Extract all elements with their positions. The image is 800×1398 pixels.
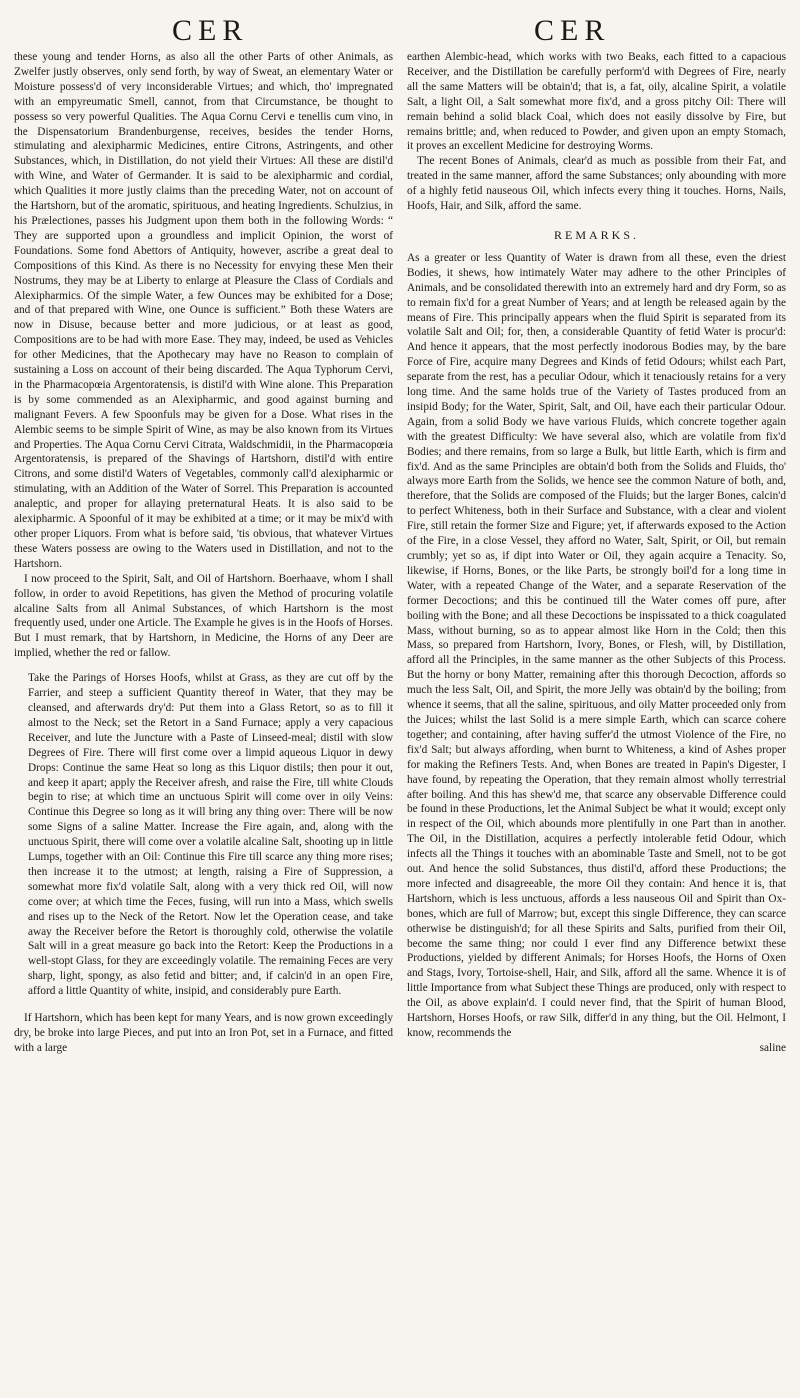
left-paragraph-4: If Hartshorn, which has been kept for many Years, and is now grown exceedingly dry, be broke into large Pieces, and put into an Iron Pot, set in a Furnace, and fitted with a large: [14, 1012, 393, 1054]
right-column: [407, 50, 786, 1056]
running-header: [14, 10, 786, 50]
header-right-title: CER: [534, 14, 611, 47]
right-paragraph-3: As a greater or less Quantity of Water is drawn from all these, even the driest Bodies, it shews, how intimately Water may adhere to the other Principles of Animals, and be consolidated therewith into an extremely hard and dry Form, so as to remain fix'd for a great Number of Years; and at length be released again by the means of Fire. This principally appears when the fluid Spirit is separated from its volatile Salt and Oil; for, then, a considerable Quantity of fetid Water is procur'd: And hence it appears, that the most perfectly inodorous Bodies may, by the bare Force of Fire, acquire many Degrees and Kinds of fetid Odours; whilst each Part, separate from the rest, has a peculiar Odour, which it tenaciously retains for a very long time. And the same holds true of the Variety of Tastes produced from an insipid Body; for the Water, Spirit, Salt, and Oil, have each their particular Odour. Again, from a solid Body we have various Fluids, which concrete together again with the greatest Difficulty: We have several also, which are volatile from fix'd Bodies; and there remains, from so large a Bulk, but little Earth, which is firm and fix'd. And as the same Principles are obtain'd both from the Solids and Fluids, tho' always more Earth from the Solids, we hence see the common Nature of both, and, therefore, that the Solids are composed of the Fluids; but the larger Bones, calcin'd to perfect Whiteness, both in their Surface and Substance, with a clear and violent Fire, still retain the former Size and Figure; yet, if afterwards exposed to the Action of the Fire, in a close Vessel, they afford no Water, Salt, Spirit, or Oil, but remain crumbly; yet so as, if dipt into Water or Oil, they again acquire a Tenacity. So, likewise, if Horns, Bones, or the like Parts, be strongly boil'd for a long time in Water, with a repeated Change of the Water, and a separate Reservation of the former Decoctions; and this be continued till the Water comes off pure, after boiling with the Bone; and all these Decoctions be inspissated to a thick coagulated Mass, without burning, so as to appear almost like Horn in the Cold; then this Mass, so prepared from Hartshorn, Ivory, Bones, or Flesh, will, by Distillation, afford all the Principles, in the same manner as the other Subjects of this Process. But the horny or bony Matter, remaining after this thorough Decoction, affords so much the less Salt, Oil, and Spirit, the more Jelly was obtain'd by the boiling; from whence it seems, that all the saline, spirituous, and oily Matter proceeded only from the Juices; whilst the last Solid is a mere simple Earth, which can scarce cohere together; and containing, after having suffer'd the utmost Violence of the Fire, no fix'd Salt; but always affording, when burnt to Whiteness, a kind of Ashes proper for making the Refiners Tests. And, when Bones are treated in Papin's Digester, I have found, by repeating the Operation, that they remain almost wholly terrestrial after boiling. And this has shew'd me, that scarce any observable Difference could be found in these Productions, let the Animal Subject be what it would; except only in respect of the Oil, which abounds more plentifully in one Part than in another. The Oil, in the Distillation, acquires a perfectly intolerable fetid Odour, which infects all the Things it touches with an abominable Taste and Smell, not to be got out. And hence the solid Substances, thus distil'd, afford these Productions; the more infected and disagreeable, the more Oil they contain: And hence it is, that Hartshorn, which is less unctuous, affords a less nauseous Oil and Spirit than Ox-bones, which are full of Marrow; but, except this single Difference, they can scarce otherwise be distinguish'd; for all these Spirits and Salts, purified from their Oil, become the same thing; nor could I ever find any Difference betwixt these Productions, yielded by different Animals; for Horses Hoofs, the Horns of Oxen and Stags, Ivory, Tortoise-shell, Hair, and Silk, afford all the same. Whence it is of little Importance from what Subject these Things are produced, only with respect to the Oil, as above explain'd. I could never find, that the Spirit of human Blood, Hartshorn, Horses Hoofs, or raw Silk, differ'd in any thing, but the Oil. Helmont, I know, recommends the: [407, 251, 786, 1039]
right-paragraph-1: earthen Alembic-head, which works with two Beaks, each fitted to a capacious Receiver, and the Distillation be carefully perform'd with Degrees of Fire, nearly all the same Matters will be obtain'd; that is, a fat, oily, alcaline Spirit, a volatile Salt, a light Oil, a Salt somewhat more fix'd, and a gross pitchy Oil: There will remain behind a solid black Coal, which does not easily dissolve by Fire, but remains brittle; and, when reduced to Powder, and given upon an empty Stomach, it proves an excellent Medicine for destroying Worms.: [407, 51, 786, 153]
remarks-heading: REMARKS.: [553, 227, 639, 242]
recipe-paragraph: Take the Parings of Horses Hoofs, whilst at Grass, as they are cut off by the Farrier, and steep a sufficient Quantity thereof in Water, that they may be cleansed, and afterwards dry'd: Put them into a Glass Retort, so as to fill it almost to the Neck; set the Retort in a Sand Furnace; apply a very capacious Receiver, and lute the Juncture with a Paste of Linseed-meal; distil with slow Degrees of Fire. There will first come over a limpid aqueous Liquor in dewy Drops: Continue the same Heat so long as this Liquor distils; then pour it out, and keep it apart; apply the Receiver afresh, and raise the Fire, till white Clouds begin to rise; at which time an unctuous Spirit will come over in oily Veins: Continue this Degree so long as it will bring any thing over: There will be now some Signs of a saline Matter. Increase the Fire again, and, along with the unctuous Spirit, there will come over a volatile alcaline Salt, shooting up in little Lumps, together with an Oil: Continue this Fire till scarce any thing more rises; then increase it to the utmost; at length, raising a Fire of Suppression, a somewhat more fix'd volatile Salt, along with a very thick red Oil, will now come over; at which time the Feces, fusing, will run into a Mass, which swells and rises up to the Neck of the Retort. Now let the Operation cease, and take away the Receiver before the Retort is thoroughly cold, otherwise the volatile Salt will in a great measure go back into the Retort: Keep the Productions in a well-stopt Glass, for they are exceedingly volatile. The remaining Feces are very sharp, light, spongy, as also fetid and bitter; and, if calcin'd in an open Fire, afford a little Quantity of white, insipid, and considerably pure Earth.: [28, 672, 393, 998]
two-column-body: [14, 50, 786, 1056]
left-paragraph-2: I now proceed to the Spirit, Salt, and Oil of Hartshorn. Boerhaave, whom I shall follow, in order to avoid Repetitions, has given the Method of procuring volatile alcaline Salts from all Animal Substances, of which Hartshorn is the most frequently used, under one Article. The Example he gives is in the Hoofs of Horses. But I must remark, that by Hartshorn, in Medicine, the Horns of any Deer are implied, whether the red or fallow.: [14, 572, 393, 660]
right-paragraph-2: The recent Bones of Animals, clear'd as much as possible from their Fat, and treated in the same manner, afford the same Substances; only abounding with more of a highly fetid nauseous Oil, which infects every thing it touches. Horns, Nails, Hoofs, Hair, and Silk, afford the same.: [407, 155, 786, 213]
catchword: saline: [759, 1041, 786, 1054]
left-paragraph-1: these young and tender Horns, as also all the other Parts of other Animals, as Zwelfer justly observes, only send forth, by way of Sweat, an elementary Water or Moisture possess'd of very inconsiderable Virtues; and which, tho' impregnated with an empyreumatic Smell, cannot, from that Circumstance, be thought to possess so very powerful Qualities. The Aqua Cornu Cervi e tenellis cum vino, in the Dispensatorium Brandenburgense, receives, besides the tender Horns, stimulating and alexipharmic Medicines, entire Citrons, Astringents, and other Substances, which, in Distillation, do not yield their Virtues: All these are distil'd with Wine, and Water of Germander. It is said to be alexipharmic and cordial, which Qualities it more justly claims than the preceding Water, not on account of the Hartshorn, but of the aromatic, spirituous, and heating Ingredients. Schulzius, in his Prælectiones, passes his Judgment upon them both in the following Words: “ They are supported upon a groundless and implicit Opinion, the worst of Foundations. Some fond Abettors of Antiquity, however, ascribe a great deal to Compositions of this Kind. As there is no Necessity for envying these Men their Nostrums, they may be at Liberty to enlarge at Pleasure the Class of Cordials and Alexipharmics. Of the simple Water, a few Ounces may be exhibited for a Dose; and of that prepared with Wine, one Ounce is sufficient.” Both these Waters are now in Disuse, because better and more judicious, or at least as good, Compositions are to be had with more Ease. They may, indeed, be used as Vehicles for other Medicines, that the Apothecary may have no Reason to complain of sustaining a Loss on account of their being discarded. The Aqua Typhorum Cervi, in the Pharmacopœia Argentoratensis, is distil'd with Wine alone. This Preparation is by some commended as an Alexipharmic, and good against burning and malignant Fevers. A few Spoonfuls may be given for a Dose. What rises in the Alembic seems to be simple Spirit of Wine, as may be also known from its Virtues and Properties. The Aqua Cornu Cervi Citrata, Waldschmidii, in the Pharmacopœia Argentoratensis, is prepared of the Shavings of Hartshorn, distil'd with entire Citrons, and some distil'd Waters of Vegetables, commonly call'd alexipharmic or stimulating, with an Addition of the Water of Sorrel. This Preparation is accounted analeptic, and proper for allaying preternatural Heats. It is also said to be alexipharmic. A Spoonful of it may be exhibited at a time; or it may be mix'd with other proper Liquors. From what is before said, 'tis obvious, that whatever Virtues these Waters possess are owing to the Waters used in Distillation, and not to the Hartshorn.: [14, 51, 393, 570]
left-column: [14, 50, 393, 1056]
header-left-title: CER: [172, 14, 249, 47]
